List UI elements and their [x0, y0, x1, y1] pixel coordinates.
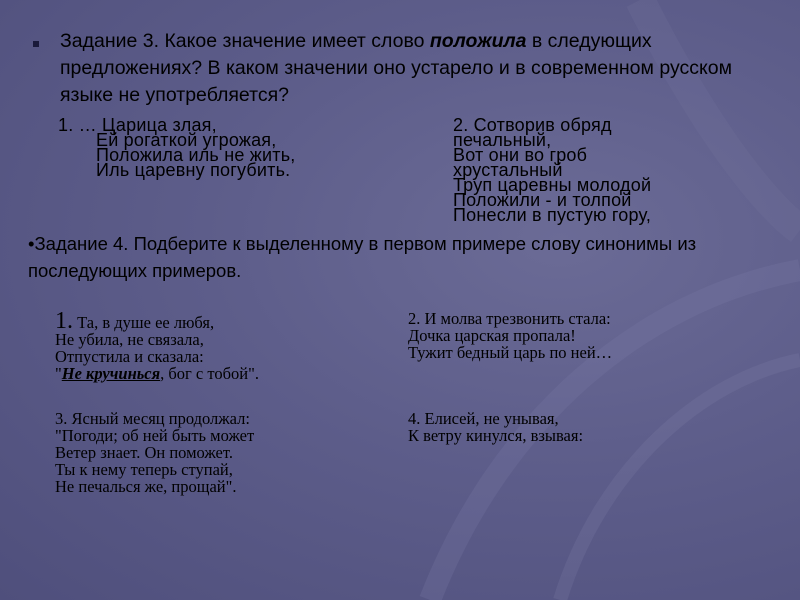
example2-line: Вот они во гроб — [453, 145, 588, 165]
example2-line: Труп царевны молодой — [453, 175, 652, 195]
bullet-square — [33, 41, 39, 47]
poem1-line: Не убила, не связала, — [55, 330, 204, 349]
poem1-line: Отпустила и сказала: — [55, 347, 204, 366]
poem4 — [408, 410, 583, 444]
task3-keyword: положила — [429, 30, 527, 52]
poem1-line: Та, в душе ее любя, — [77, 313, 215, 332]
example2 — [453, 115, 652, 225]
poem1 — [55, 308, 259, 383]
poem3-line: Не печалься же, прощай". — [55, 477, 237, 496]
example1 — [58, 115, 296, 180]
poem2 — [408, 310, 612, 361]
poem3-line: 3. Ясный месяц продолжал: — [55, 409, 250, 428]
poem3-line: Ветер знает. Он поможет. — [55, 443, 233, 462]
poem3 — [55, 410, 254, 495]
poem3-line: "Погоди; об ней быть может — [55, 426, 255, 445]
example1-line: Положила иль не жить, — [96, 145, 296, 165]
poem1-emph: Не кручинься — [61, 364, 161, 383]
example2-line: Положили - и толпой — [453, 190, 632, 210]
poem1-quote-open: " — [55, 364, 62, 383]
task4-text: •Задание 4. Подберите к выделенному в первом примере слову синонимы из последующих примеров. — [28, 233, 697, 281]
example1-line: Ей рогаткой угрожая, — [96, 130, 277, 150]
example2-line: 2. Сотворив обряд — [453, 115, 612, 135]
poem3-line: Ты к нему теперь ступай, — [55, 460, 233, 479]
task3-prefix: Задание 3. Какое значение имеет слово — [60, 30, 430, 52]
poem4-line: К ветру кинулся, взывая: — [408, 426, 584, 445]
poem1-last-tail: , бог с тобой". — [160, 364, 259, 383]
poem4-line: 4. Елисей, не унывая, — [408, 409, 559, 428]
task3-text — [60, 28, 760, 109]
poem2-line: Тужит бедный царь по ней… — [408, 343, 613, 362]
poem2-line: 2. И молва трезвонить стала: — [408, 309, 611, 328]
example2-line: хрустальный — [453, 160, 563, 180]
poem2-line: Дочка царская пропала! — [408, 326, 576, 345]
task3-suffix: в следующих предложениях? В каком значении оно устарело и в современном русском языке не употребляется? — [60, 30, 732, 106]
poem1-number: 1. — [55, 308, 73, 334]
poem1-last-line — [55, 365, 259, 382]
example2-line: печальный, — [453, 130, 552, 150]
example1-line: Иль царевну погубить. — [96, 160, 291, 180]
example2-line: Понесли в пустую гору, — [453, 205, 652, 225]
example1-line: 1. … Царица злая, — [58, 115, 217, 135]
